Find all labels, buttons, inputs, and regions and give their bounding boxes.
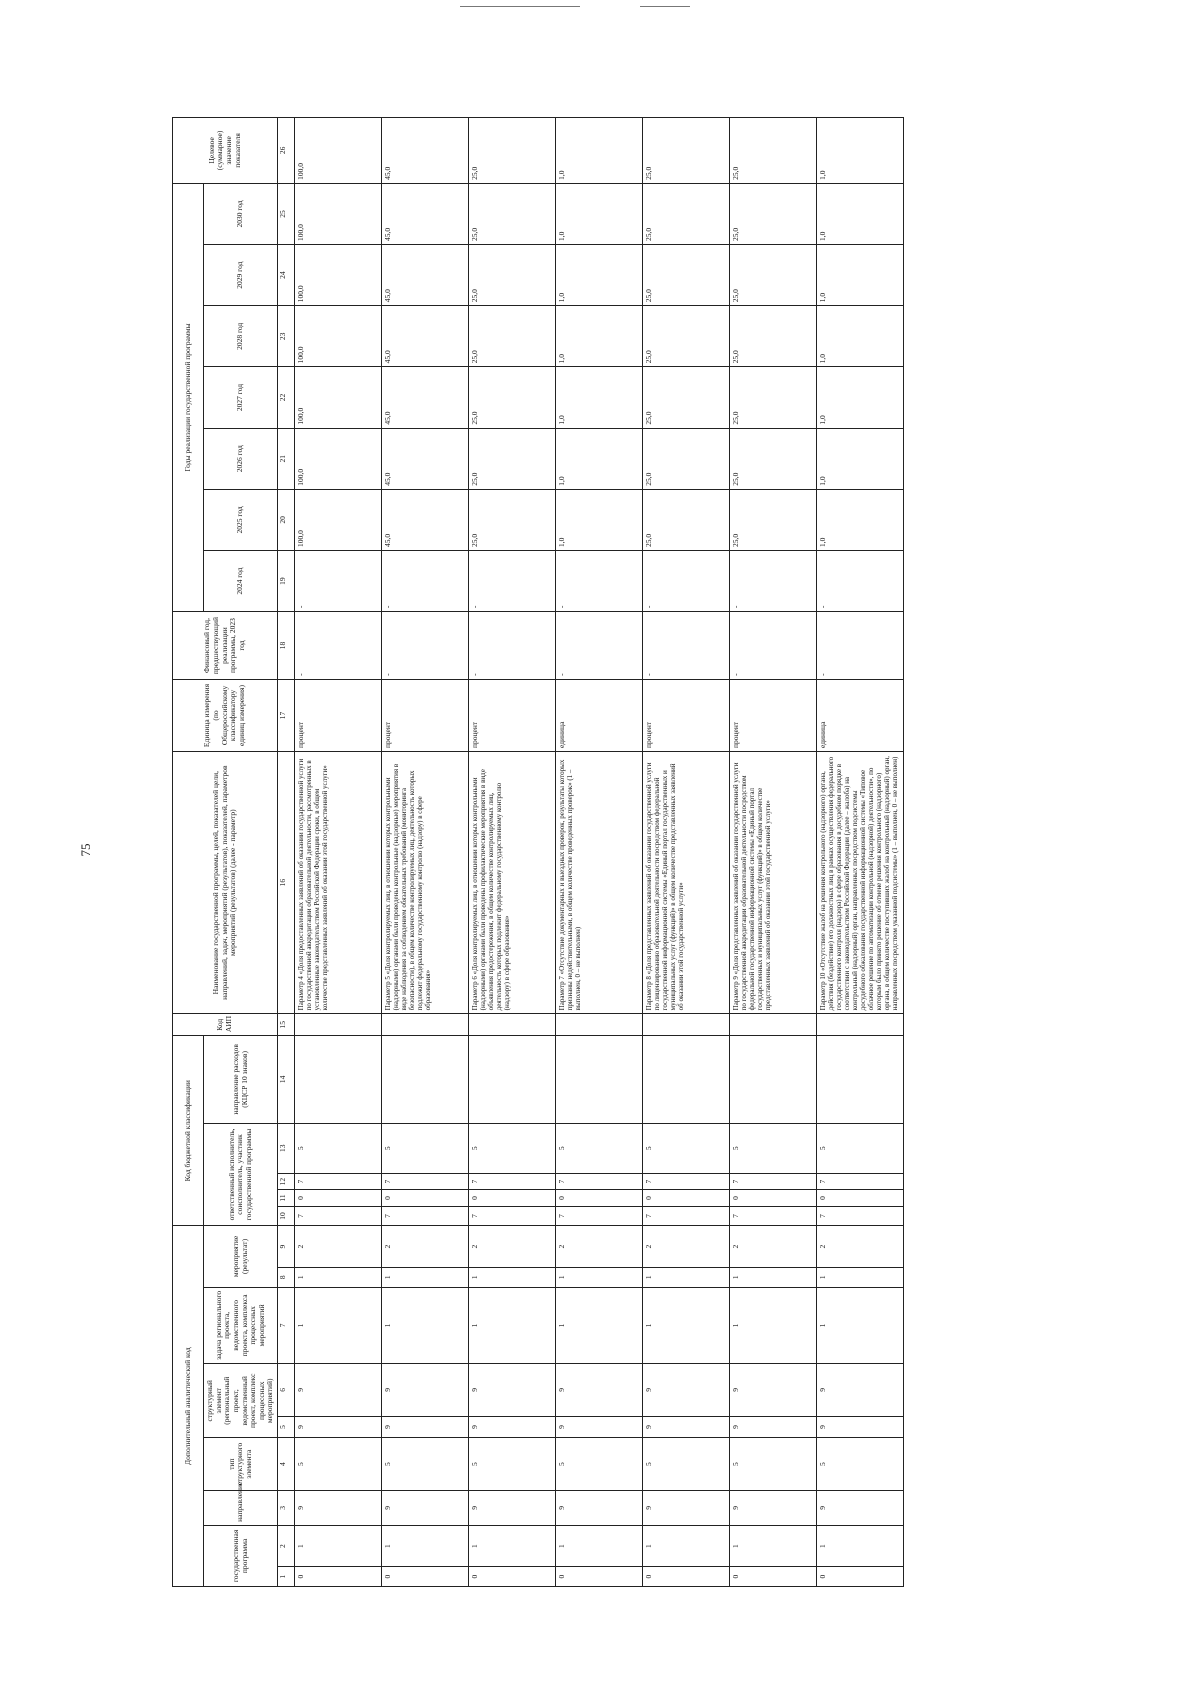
task-code: 1 [817, 1287, 904, 1364]
measure-code: 1 [382, 1267, 469, 1287]
measure-code: 1 [469, 1267, 556, 1287]
total-header: Целевое (суммарное) значение показателя [173, 118, 278, 184]
program-code-sub: 1 [643, 1525, 730, 1567]
task-code: 1 [556, 1287, 643, 1364]
task-code: 1 [469, 1287, 556, 1364]
element-code: 9 [382, 1416, 469, 1438]
value-2027: 45,0 [382, 367, 469, 428]
responsible-code: 7 [469, 1206, 556, 1226]
column-number: 15 [278, 1014, 295, 1036]
financial-year-header: Финансовый год, предшествующий реализации программы, 2023 год [173, 612, 278, 680]
value-2030: 1,0 [556, 183, 643, 244]
direction-code: 9 [643, 1490, 730, 1525]
responsible-code-4: 5 [556, 1123, 643, 1173]
value-2025: 25,0 [730, 489, 817, 550]
measure-code: 1 [295, 1267, 382, 1287]
task-code: 1 [730, 1287, 817, 1364]
analytic-code-header: Дополнительный аналитический код [173, 1226, 204, 1587]
responsible-code-2: 0 [469, 1190, 556, 1206]
column-number: 26 [278, 118, 295, 184]
element-code-sub: 9 [295, 1364, 382, 1416]
element-type-code: 5 [643, 1438, 730, 1490]
responsible-code-4: 5 [382, 1123, 469, 1173]
table-row [295, 118, 382, 1587]
year-2028-header: 2028 год [204, 306, 278, 367]
value-2027: 25,0 [730, 367, 817, 428]
column-number: 3 [278, 1490, 295, 1525]
ain-code-cell [730, 1014, 817, 1036]
column-number: 10 [278, 1206, 295, 1226]
parameter-description: Параметр 9 «Доля представленных заявлений об оказании государственной услуги по государственной аккредитации образовательной деятельности посредством федеральной государственной информационной системы «Единый портал государственных и муниципальных услуг (функций)» в общем количестве представленных заявлений об оказании этой государственной услуги» [730, 752, 817, 1014]
program-code-sub: 1 [817, 1525, 904, 1567]
unit-cell: процент [643, 679, 730, 751]
element-code-sub: 9 [817, 1364, 904, 1416]
expense-direction-cell [469, 1036, 556, 1123]
program-code-sub: 1 [730, 1525, 817, 1567]
column-number: 9 [278, 1226, 295, 1268]
program-code-sub: 1 [295, 1525, 382, 1567]
measure-code-sub: 2 [556, 1226, 643, 1268]
unit-cell: единица [556, 679, 643, 751]
responsible-code: 7 [817, 1206, 904, 1226]
responsible-code-2: 0 [382, 1190, 469, 1206]
program-code: 0 [295, 1567, 382, 1587]
value-2026: 1,0 [817, 428, 904, 489]
column-number: 16 [278, 752, 295, 1014]
value-2029: 45,0 [382, 245, 469, 306]
value-2025: 1,0 [556, 489, 643, 550]
table-row [382, 118, 469, 1587]
value-2029: 25,0 [730, 245, 817, 306]
column-number: 7 [278, 1287, 295, 1364]
value-2025: 1,0 [817, 489, 904, 550]
table-row [556, 118, 643, 1587]
element-code: 9 [817, 1416, 904, 1438]
value-2027: 25,0 [469, 367, 556, 428]
direction-code: 9 [295, 1490, 382, 1525]
program-code: 0 [469, 1567, 556, 1587]
table-row [643, 118, 730, 1587]
program-code: 0 [730, 1567, 817, 1587]
measure-code-sub: 2 [730, 1226, 817, 1268]
responsible-code-3: 7 [382, 1173, 469, 1189]
name-header: Наименование государственной программы, целей, показателей цели, направлений, задач, мероприятий (результатов), показателей, параметров мероприятий (результатов) (далее - параметр) [173, 752, 278, 1014]
column-number: 6 [278, 1364, 295, 1416]
program-code-sub: 1 [382, 1525, 469, 1567]
table-body [295, 118, 904, 1587]
responsible-code: 7 [730, 1206, 817, 1226]
table-row [817, 118, 904, 1587]
measure-code: 1 [556, 1267, 643, 1287]
year-2026-header: 2026 год [204, 428, 278, 489]
financial-year-value: - [469, 612, 556, 680]
expense-direction-cell [817, 1036, 904, 1123]
element-code: 9 [556, 1416, 643, 1438]
column-number: 8 [278, 1267, 295, 1287]
value-2026: 25,0 [643, 428, 730, 489]
years-header: Годы реализации государственной программы [173, 183, 204, 611]
value-2024: - [295, 550, 382, 611]
ain-code-cell [469, 1014, 556, 1036]
element-code-sub: 9 [730, 1364, 817, 1416]
column-number: 19 [278, 550, 295, 611]
year-2024-header: 2024 год [204, 550, 278, 611]
value-2024: - [643, 550, 730, 611]
column-number: 1 [278, 1567, 295, 1587]
element-type-code: 5 [295, 1438, 382, 1490]
expense-direction-cell [295, 1036, 382, 1123]
value-2028: 1,0 [817, 306, 904, 367]
parameter-description: Параметр 6 «Доля контролируемых лиц, в отношении которых контрольными (надзорными) органами были проведены профилактические мероприятия в виде объявления предостережения, в общем количестве контролируемых лиц, деятельность которых подлежит федеральному государственному контролю (надзору) в сфере образования» [469, 752, 556, 1014]
value-2026: 1,0 [556, 428, 643, 489]
value-2028: 25,0 [643, 306, 730, 367]
element-type-code: 5 [469, 1438, 556, 1490]
year-2025-header: 2025 год [204, 489, 278, 550]
value-2029: 25,0 [643, 245, 730, 306]
column-number: 24 [278, 245, 295, 306]
column-number: 25 [278, 183, 295, 244]
value-2024: - [469, 550, 556, 611]
program-code-sub: 1 [469, 1525, 556, 1567]
task-code: 1 [643, 1287, 730, 1364]
column-number-row [278, 118, 295, 1587]
element-code: 9 [643, 1416, 730, 1438]
page-number: 75 [78, 843, 93, 857]
value-2028: 1,0 [556, 306, 643, 367]
column-number: 23 [278, 306, 295, 367]
element-code: 9 [295, 1416, 382, 1438]
direction-code: 9 [730, 1490, 817, 1525]
responsible-code-2: 0 [817, 1190, 904, 1206]
task-code: 1 [295, 1287, 382, 1364]
element-header: структурный элемент (региональный проект, ведомственный проект, комплекс процессных мероприятий) [204, 1364, 278, 1438]
financial-year-value: - [730, 612, 817, 680]
financial-year-value: - [817, 612, 904, 680]
year-2027-header: 2027 год [204, 367, 278, 428]
ain-code-cell [382, 1014, 469, 1036]
value-2025: 25,0 [469, 489, 556, 550]
measure-code: 1 [730, 1267, 817, 1287]
element-code-sub: 9 [469, 1364, 556, 1416]
element-code-sub: 9 [382, 1364, 469, 1416]
value-2025: 25,0 [643, 489, 730, 550]
value-2024: - [382, 550, 469, 611]
expense-direction-cell [643, 1036, 730, 1123]
total-value: 100,0 [295, 118, 382, 184]
column-number: 21 [278, 428, 295, 489]
scan-edge-line [460, 6, 580, 7]
responsible-code-3: 7 [817, 1173, 904, 1189]
ain-code-cell [643, 1014, 730, 1036]
value-2027: 1,0 [817, 367, 904, 428]
financial-year-value: - [556, 612, 643, 680]
value-2024: - [817, 550, 904, 611]
financial-year-value: - [643, 612, 730, 680]
expense-direction-cell [556, 1036, 643, 1123]
element-type-code: 5 [730, 1438, 817, 1490]
element-type-code: 5 [382, 1438, 469, 1490]
financial-year-value: - [295, 612, 382, 680]
total-value: 25,0 [469, 118, 556, 184]
value-2028: 25,0 [730, 306, 817, 367]
column-number: 11 [278, 1190, 295, 1206]
program-code: 0 [643, 1567, 730, 1587]
ain-code-cell [295, 1014, 382, 1036]
element-type-code: 5 [556, 1438, 643, 1490]
program-parameters-table [172, 117, 904, 1587]
value-2030: 1,0 [817, 183, 904, 244]
responsible-code-4: 5 [643, 1123, 730, 1173]
total-value: 25,0 [643, 118, 730, 184]
value-2026: 25,0 [730, 428, 817, 489]
total-value: 1,0 [556, 118, 643, 184]
value-2030: 25,0 [730, 183, 817, 244]
column-number: 22 [278, 367, 295, 428]
value-2024: - [556, 550, 643, 611]
column-number: 20 [278, 489, 295, 550]
responsible-code-2: 0 [643, 1190, 730, 1206]
responsible-code-4: 5 [730, 1123, 817, 1173]
responsible-code-3: 7 [469, 1173, 556, 1189]
measure-header: мероприятие (результат) [204, 1226, 278, 1287]
column-number: 2 [278, 1525, 295, 1567]
task-header: задача регионального проекта, ведомственного проекта, комплекса процессных мероприятий [204, 1287, 278, 1364]
responsible-code-3: 7 [730, 1173, 817, 1189]
total-value: 1,0 [817, 118, 904, 184]
responsible-code-2: 0 [730, 1190, 817, 1206]
value-2027: 100,0 [295, 367, 382, 428]
value-2025: 100,0 [295, 489, 382, 550]
responsible-code-4: 5 [295, 1123, 382, 1173]
value-2028: 45,0 [382, 306, 469, 367]
program-code: 0 [382, 1567, 469, 1587]
column-number: 14 [278, 1036, 295, 1123]
measure-code-sub: 2 [817, 1226, 904, 1268]
program-header: государственная программа [204, 1525, 278, 1586]
direction-code: 9 [556, 1490, 643, 1525]
unit-cell: единица [817, 679, 904, 751]
value-2026: 25,0 [469, 428, 556, 489]
column-number: 5 [278, 1416, 295, 1438]
direction-code: 9 [469, 1490, 556, 1525]
year-2029-header: 2029 год [204, 245, 278, 306]
responsible-code-3: 7 [556, 1173, 643, 1189]
responsible-code: 7 [643, 1206, 730, 1226]
responsible-code-2: 0 [295, 1190, 382, 1206]
column-number: 18 [278, 612, 295, 680]
unit-cell: процент [469, 679, 556, 751]
parameter-description: Параметр 5 «Доля контролируемых лиц, в отношении которых контрольными (надзорными) органами были проведены контрольные (надзорные) мероприятия в виде наблюдения за соблюдением обязательных требований (мониторинга безопасности), в общем количестве контролируемых лиц, деятельность которых подлежит федеральному государственному контролю (надзору) в сфере образования» [382, 752, 469, 1014]
value-2027: 25,0 [643, 367, 730, 428]
table-row [730, 118, 817, 1587]
value-2030: 25,0 [643, 183, 730, 244]
expense-direction-cell [730, 1036, 817, 1123]
direction-code: 9 [817, 1490, 904, 1525]
value-2030: 45,0 [382, 183, 469, 244]
program-code-sub: 1 [556, 1525, 643, 1567]
program-code: 0 [817, 1567, 904, 1587]
responsible-code-3: 7 [295, 1173, 382, 1189]
responsible-header: ответственный исполнитель, соисполнитель, участник государственной программы [204, 1123, 278, 1226]
value-2026: 45,0 [382, 428, 469, 489]
financial-year-value: - [382, 612, 469, 680]
value-2029: 1,0 [817, 245, 904, 306]
element-code: 9 [730, 1416, 817, 1438]
column-number: 4 [278, 1438, 295, 1490]
responsible-code: 7 [556, 1206, 643, 1226]
expense-direction-cell [382, 1036, 469, 1123]
table-row [469, 118, 556, 1587]
column-number: 12 [278, 1173, 295, 1189]
measure-code-sub: 2 [469, 1226, 556, 1268]
value-2029: 25,0 [469, 245, 556, 306]
header-row-top [173, 118, 204, 1587]
total-value: 45,0 [382, 118, 469, 184]
year-2030-header: 2030 год [204, 183, 278, 244]
element-code-sub: 9 [643, 1364, 730, 1416]
responsible-code-4: 5 [469, 1123, 556, 1173]
responsible-code-3: 7 [643, 1173, 730, 1189]
program-code: 0 [556, 1567, 643, 1587]
value-2028: 100,0 [295, 306, 382, 367]
value-2028: 25,0 [469, 306, 556, 367]
column-number: 13 [278, 1123, 295, 1173]
direction-header: направление [204, 1490, 278, 1525]
responsible-code-2: 0 [556, 1190, 643, 1206]
direction-code: 9 [382, 1490, 469, 1525]
value-2025: 45,0 [382, 489, 469, 550]
ain-code-cell [556, 1014, 643, 1036]
responsible-code: 7 [382, 1206, 469, 1226]
value-2029: 1,0 [556, 245, 643, 306]
element-code: 9 [469, 1416, 556, 1438]
total-value: 25,0 [730, 118, 817, 184]
ain-code-cell [817, 1014, 904, 1036]
responsible-code-4: 5 [817, 1123, 904, 1173]
measure-code: 1 [643, 1267, 730, 1287]
parameter-description: Параметр 8 «Доля представленных заявлений об оказании государственной услуги по лицензированию образовательной деятельности посредством федеральной государственной информационной системы «Единый портал государственных и муниципальных услуг (функций)» в общем количестве представленных заявлений об оказании этой государственной услуги» [643, 752, 730, 1014]
budget-code-header: Код бюджетной классификации [173, 1036, 204, 1226]
value-2024: - [730, 550, 817, 611]
parameter-description: Параметр 7 «Отсутствие документарных и выездных проверок, результаты которых признаны недействительными, в общем количестве проведенных проверок» (1 – выполнен, 0 – не выполнен) [556, 752, 643, 1014]
value-2026: 100,0 [295, 428, 382, 489]
column-number: 17 [278, 679, 295, 751]
parameter-description: Параметр 10 «Отсутствие жалоб на решения контрольного (надзорного) органа, действия (бездействие) его должностных лиц в рамках осуществления федерального государственного контроля (надзора) в сфере образования в досудебном порядке в соответствии с законодательством Российской Федерации (далее – жалоба) на контрольный (надзорный) орган, направленных посредством подсистемы досудебного обжалования государственной информационной системы «Типовое облачное решение по автоматизации контрольной (надзорной) деятельности», по которым было принято решение об отмене решения контрольного (надзорного) органа, в общем количестве поступивших жалоб на контрольный (надзорный) орган, направленных посредством указанной подсистемы» (1 – выполнен, 0 – не выполнен) [817, 752, 904, 1014]
value-2027: 1,0 [556, 367, 643, 428]
element-code-sub: 9 [556, 1364, 643, 1416]
element-type-code: 5 [817, 1438, 904, 1490]
unit-header: Единица измерения (по Общероссийскому классификатору единиц измерения) [173, 679, 278, 751]
value-2029: 100,0 [295, 245, 382, 306]
parameter-description: Параметр 4 «Доля предоставленных заявлений об оказании государственной услуги по государственной аккредитации образовательной деятельности, рассмотренных в установленные законодательством Российской Федерации сроки, в общем количестве представленных заявлений об оказании этой государственной услуги» [295, 752, 382, 1014]
ain-code-header: Код АИП [173, 1014, 278, 1036]
rotated-table-container [172, 117, 997, 1587]
measure-code-sub: 2 [295, 1226, 382, 1268]
task-code: 1 [382, 1287, 469, 1364]
value-2030: 25,0 [469, 183, 556, 244]
unit-cell: процент [730, 679, 817, 751]
unit-cell: процент [295, 679, 382, 751]
unit-cell: процент [382, 679, 469, 751]
expense-direction-header: направление расходов (КЦСР 10 знаков) [204, 1036, 278, 1123]
element-type-header: тип структурного элемента [204, 1438, 278, 1490]
value-2030: 100,0 [295, 183, 382, 244]
responsible-code: 7 [295, 1206, 382, 1226]
scan-edge-line [640, 6, 690, 7]
measure-code: 1 [817, 1267, 904, 1287]
measure-code-sub: 2 [643, 1226, 730, 1268]
measure-code-sub: 2 [382, 1226, 469, 1268]
